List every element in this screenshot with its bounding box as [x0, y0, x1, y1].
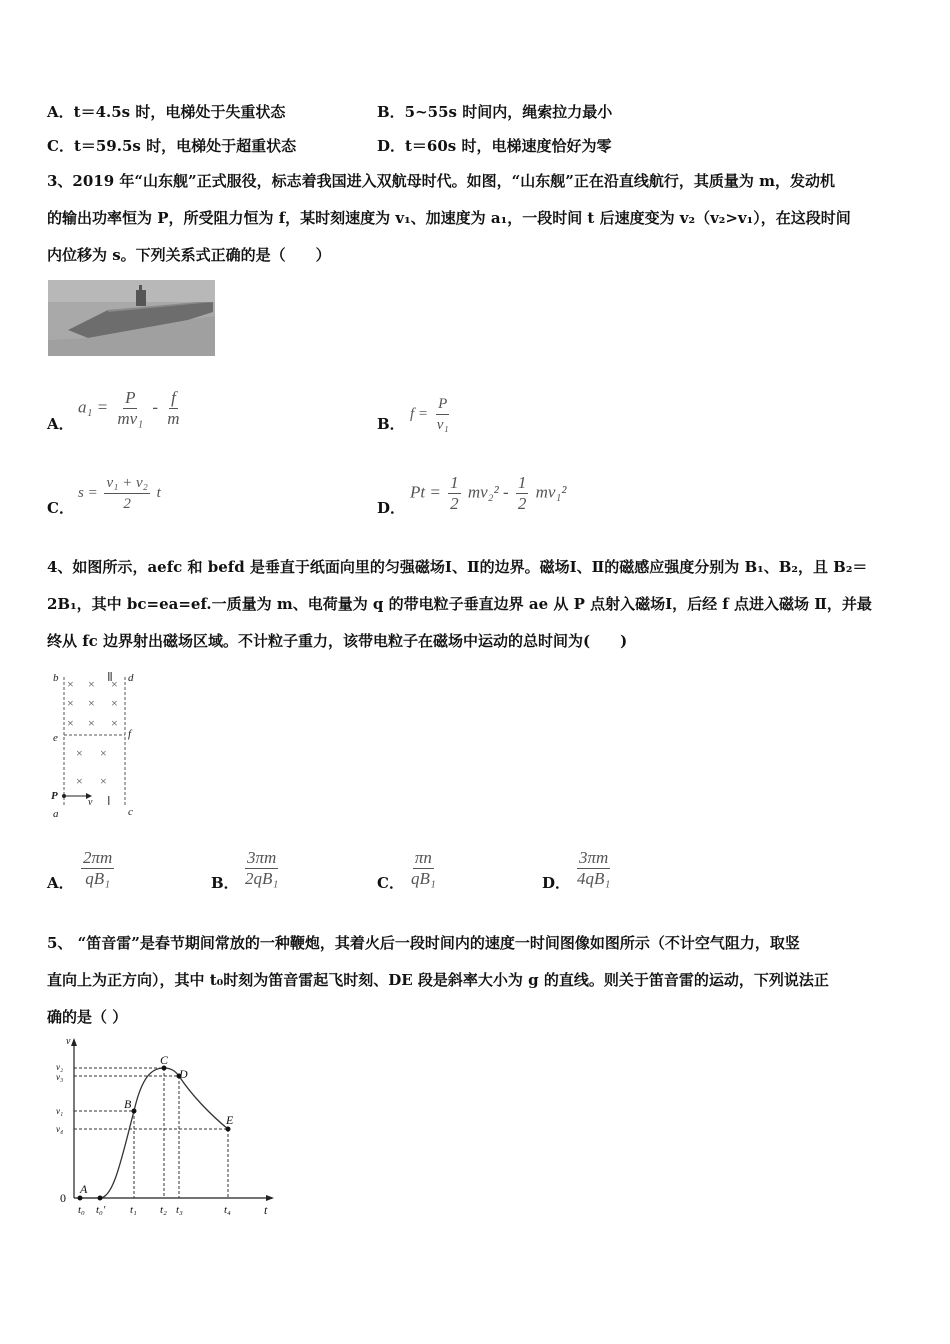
label-region-1: Ⅰ — [107, 794, 111, 808]
svg-text:×: × — [111, 716, 118, 730]
q5-stem-line3: 确的是（ ） — [47, 1008, 128, 1026]
q4-stem-line3: 终从 fc 边界射出磁场区域。不计粒子重力，该带电粒子在磁场中运动的总时间为( ) — [47, 632, 628, 650]
label-E: E — [226, 1113, 234, 1127]
q4-option-a-formula: $\frac{2\pi m}{\text{qB₁}}$ — [83, 848, 113, 888]
label-a: a — [53, 808, 59, 820]
q3-label-b: B． — [377, 415, 405, 433]
magnetic-field-diagram — [48, 665, 148, 825]
aircraft-carrier-photo — [48, 280, 215, 356]
label-v: v — [88, 797, 93, 808]
svg-text:×: × — [88, 677, 95, 691]
q4-label-a: A． — [47, 874, 74, 892]
velocity-curve — [80, 1068, 228, 1198]
q3-formula-d: Pt = $\frac{1}{2}$ mv₂² - $\frac{1}{2}$ mv₁² — [410, 473, 567, 513]
point-b — [132, 1109, 137, 1114]
label-C: C — [160, 1053, 169, 1067]
label-v1: v₁ — [56, 1106, 64, 1116]
q4-option-b-formula: $\frac{3\pi m}{\text{2qB₁}}$ — [245, 848, 279, 888]
label-t4: t₄ — [224, 1204, 231, 1216]
q4-stem-line2: 2B₁，其中 bc=ea=ef.一质量为 m、电荷量为 q 的带电粒子垂直边界 ae 从 P 点射入磁场Ⅰ，后经 f 点进入磁场 Ⅱ，并最 — [47, 595, 872, 613]
label-b: b — [53, 672, 59, 684]
origin-label: 0 — [60, 1191, 66, 1205]
q3-stem-line2: 的输出功率恒为 P，所受阻力恒为 f，某时刻速度为 v₁、加速度为 a₁，一段时间 t 后速度变为 v₂（v₂>v₁），在这段时间 — [47, 209, 851, 227]
axis-label-v: v — [66, 1036, 71, 1047]
q3-stem-line3: 内位移为 s。下列关系式正确的是（ ） — [47, 246, 331, 264]
label-v2: v₂ — [56, 1062, 64, 1072]
q2-option-a: A．t＝4.5s 时，电梯处于失重状态 — [47, 103, 286, 121]
label-t0: t₀ — [78, 1204, 85, 1216]
label-d: d — [128, 672, 134, 684]
point-e — [226, 1127, 231, 1132]
svg-text:×: × — [67, 696, 74, 710]
svg-text:×: × — [100, 746, 107, 760]
q2-option-d: D．t＝60s 时，电梯速度恰好为零 — [377, 137, 612, 155]
q4-option-c-formula: $\frac{\pi n}{\text{qB₁}}$ — [411, 848, 436, 888]
label-p: P — [51, 790, 58, 802]
velocity-time-graph — [52, 1036, 282, 1221]
svg-text:×: × — [100, 774, 107, 788]
label-v4: v₄ — [56, 1124, 64, 1134]
label-t2: t₂ — [160, 1204, 167, 1216]
q2-option-b: B．5~55s 时间内，绳索拉力最小 — [377, 103, 613, 121]
label-t1: t₁ — [130, 1204, 137, 1216]
svg-text:×: × — [88, 696, 95, 710]
svg-text:×: × — [111, 677, 118, 691]
q5-stem-line2: 直向上为正方向），其中 t₀时刻为笛音雷起飞时刻、DE 段是斜率大小为 g 的直线。则关于笛音雷的运动，下列说法正 — [47, 971, 829, 989]
svg-text:×: × — [76, 746, 83, 760]
q3-label-a: A． — [47, 415, 74, 433]
label-f: f — [128, 728, 132, 740]
q4-label-c: C． — [377, 874, 404, 892]
label-t3: t₃ — [176, 1204, 183, 1216]
point-t0p — [98, 1196, 103, 1201]
q3-formula-b: f = $\frac{P}{\text{v₁}}$ — [410, 396, 449, 433]
label-A: A — [80, 1182, 88, 1196]
label-D: D — [179, 1067, 188, 1081]
svg-text:×: × — [67, 677, 74, 691]
label-c: c — [128, 806, 133, 818]
q3-formula-c: s = $\frac{\text{v₁ + v₂}}{2}$ t — [78, 475, 161, 512]
label-region-2: Ⅱ — [107, 670, 113, 684]
q4-label-d: D． — [542, 874, 571, 892]
label-t0p: t₀′ — [96, 1204, 106, 1216]
q4-label-b: B． — [211, 874, 239, 892]
q3-label-d: D． — [377, 499, 406, 517]
q3-label-c: C． — [47, 499, 74, 517]
svg-text:×: × — [111, 696, 118, 710]
svg-text:×: × — [88, 716, 95, 730]
q4-option-d-formula: $\frac{3\pi m}{\text{4qB₁}}$ — [577, 848, 611, 888]
label-B: B — [124, 1097, 132, 1111]
q5-stem-line1: 5、 “笛音雷”是春节期间常放的一种鞭炮，其着火后一段时间内的速度一时间图像如图所示（不计空气阻力，取竖 — [47, 934, 800, 952]
q4-stem-line1: 4、如图所示，aefc 和 befd 是垂直于纸面向里的匀强磁场Ⅰ、Ⅱ的边界。磁场Ⅰ、Ⅱ的磁感应强度分别为 B₁、B₂，且 B₂＝ — [47, 558, 868, 576]
q3-formula-a: a₁ = $\frac{P}{\text{mv₁}}$ - $\frac{f}{m}$ — [78, 388, 180, 428]
point-a — [78, 1196, 83, 1201]
svg-text:×: × — [67, 716, 74, 730]
svg-text:×: × — [76, 774, 83, 788]
label-e: e — [53, 732, 58, 744]
q3-stem-line1: 3、2019 年“山东舰”正式服役，标志着我国进入双航母时代。如图，“山东舰”正在沿直线航行，其质量为 m，发动机 — [47, 172, 836, 190]
q2-option-c: C．t＝59.5s 时，电梯处于超重状态 — [47, 137, 297, 155]
label-v3: v₃ — [56, 1072, 64, 1082]
axis-label-t: t — [264, 1203, 268, 1217]
